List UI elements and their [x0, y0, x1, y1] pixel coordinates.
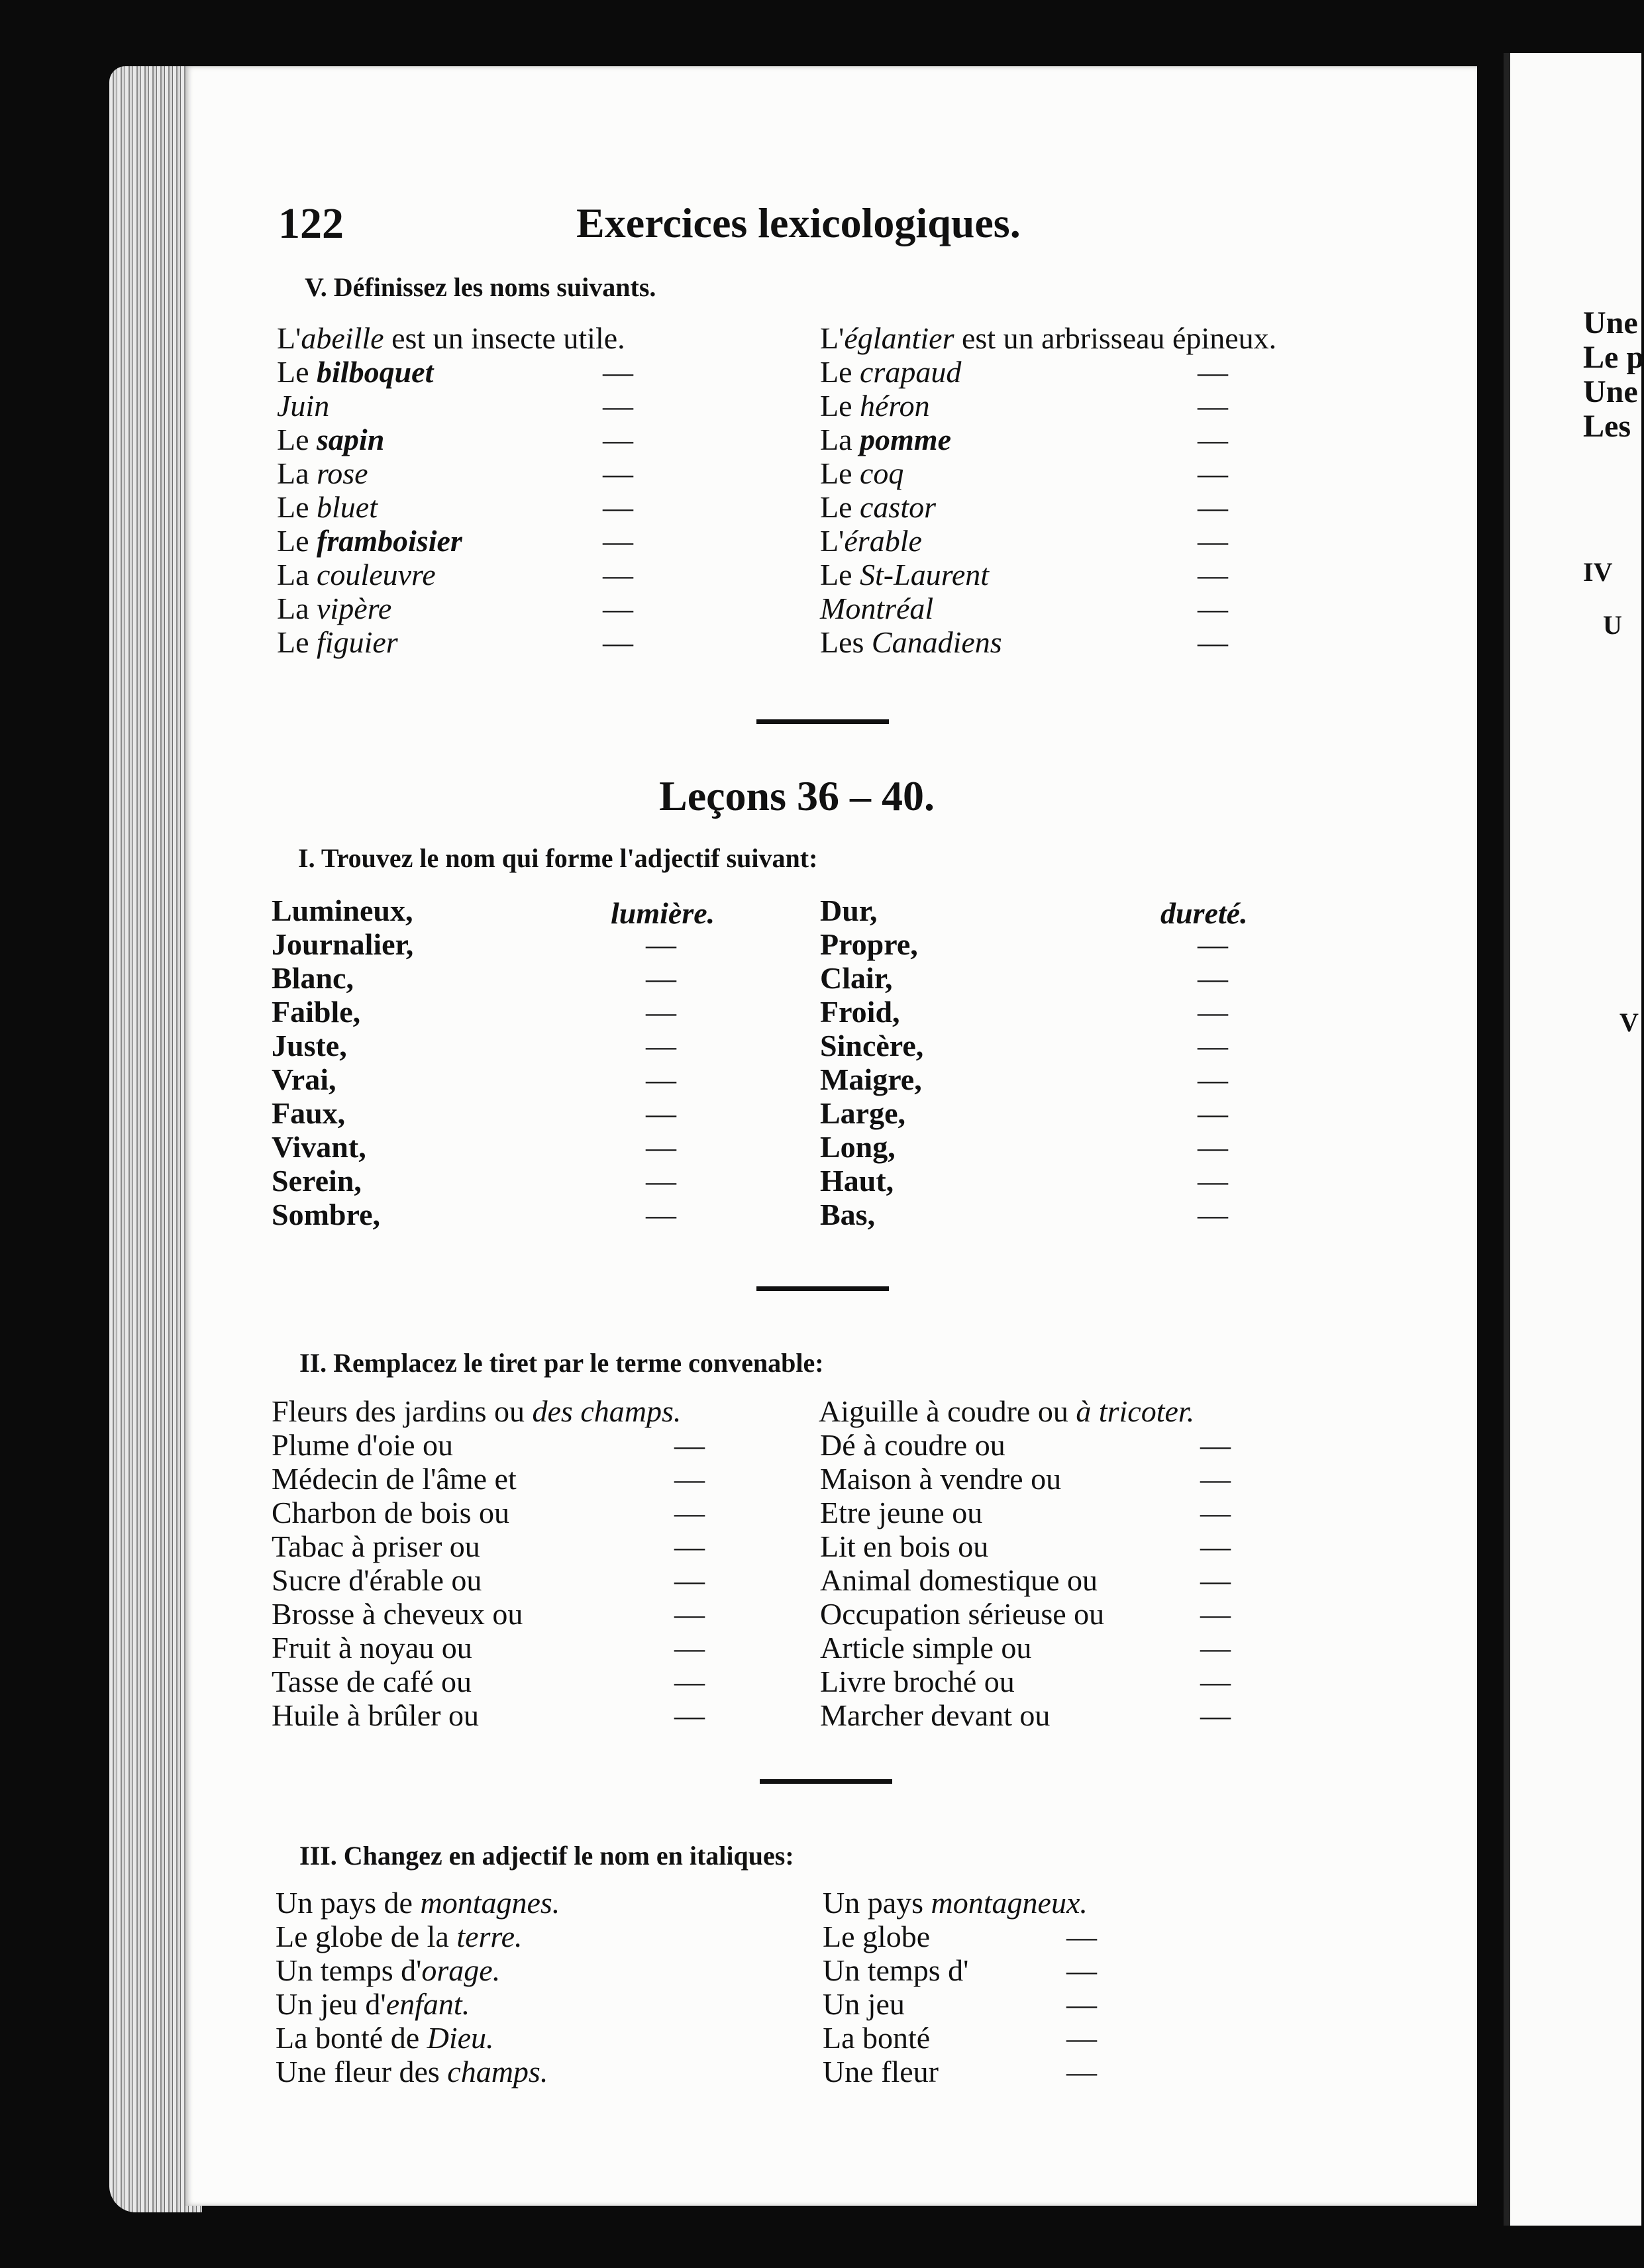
dash-blank: — — [1198, 1096, 1228, 1130]
definition-row — [277, 593, 391, 624]
row-text: La bonté de — [276, 2021, 427, 2055]
section-v-title: V. Définissez les noms suivants. — [305, 272, 656, 302]
row-article: La — [277, 592, 317, 625]
dash-blank: — — [1198, 490, 1228, 524]
definition-row — [277, 526, 462, 556]
transform-row — [276, 1955, 500, 1986]
dash-blank: — — [646, 995, 676, 1029]
dash-blank: — — [603, 625, 633, 659]
row-noun: coq — [860, 456, 904, 490]
fill-row: Charbon de bois ou — [272, 1496, 510, 1529]
dash-blank: — — [1198, 1029, 1228, 1062]
transform-row: Une fleur — [823, 2055, 939, 2088]
dash-blank: — — [1066, 1953, 1097, 1987]
row-text: Fleurs des jardins ou — [272, 1394, 533, 1428]
dash-blank: — — [1200, 1597, 1231, 1631]
dash-blank: — — [1198, 524, 1228, 558]
dash-blank: — — [1200, 1698, 1231, 1732]
dash-blank: — — [1198, 995, 1228, 1029]
row-text: Un jeu d' — [276, 1987, 386, 2021]
adjective-row: Dur, — [820, 894, 878, 927]
dash-blank: — — [1200, 1665, 1231, 1698]
definition-row — [820, 593, 933, 624]
fill-row: Fruit à noyau ou — [272, 1631, 472, 1665]
row-noun: abeille — [301, 321, 384, 355]
fill-row: Article simple ou — [820, 1631, 1032, 1665]
row-text: Aiguille à coudre ou — [819, 1394, 1076, 1428]
dash-blank: — — [674, 1496, 705, 1529]
row-example: des champs. — [532, 1394, 682, 1428]
divider — [760, 1779, 892, 1784]
row-text: Le globe de la — [276, 1920, 457, 1953]
dash-blank: — — [1200, 1496, 1231, 1529]
section-iii-title: III. Changez en adjectif le nom en italiques: — [299, 1841, 794, 1871]
transform-row: Un jeu — [823, 1987, 905, 2021]
facing-page-text: Le p — [1583, 340, 1644, 375]
row-article: L' — [277, 321, 301, 355]
lessons-heading: Leçons 36 – 40. — [659, 772, 935, 819]
dash-blank: — — [1066, 2055, 1097, 2088]
adjective-row: Vrai, — [272, 1062, 336, 1096]
adjective-row: Haut, — [820, 1164, 894, 1198]
adjective-row: Vivant, — [272, 1130, 366, 1164]
dash-blank: — — [1198, 592, 1228, 625]
fill-row: Maison à vendre ou — [820, 1462, 1062, 1496]
definition-row — [277, 323, 625, 354]
row-text: Un pays de — [276, 1886, 421, 1920]
dash-blank: — — [646, 961, 676, 995]
fill-row: Dé à coudre ou — [820, 1428, 1005, 1462]
fill-row: Médecin de l'âme et — [272, 1462, 517, 1496]
facing-page-text: Une — [1583, 374, 1638, 409]
row-noun: érable — [844, 524, 922, 558]
row-noun: montagnes. — [420, 1886, 560, 1920]
definition-row — [820, 458, 903, 489]
adjective-row: Blanc, — [272, 961, 354, 995]
dash-blank: — — [674, 1462, 705, 1496]
dash-blank: — — [1198, 355, 1228, 389]
adjective-row: Long, — [820, 1130, 896, 1164]
row-article: Le — [277, 490, 317, 524]
transform-row — [276, 1922, 523, 1952]
fill-row: Lit en bois ou — [820, 1529, 989, 1563]
dash-blank: — — [646, 1198, 676, 1231]
facing-page-fragment — [1504, 53, 1644, 2226]
dash-blank: — — [674, 1563, 705, 1597]
fill-row: Sucre d'érable ou — [272, 1563, 482, 1597]
dash-blank: — — [646, 927, 676, 961]
dash-blank: — — [603, 558, 633, 592]
row-article: Les — [820, 625, 872, 659]
dash-blank: — — [1198, 625, 1228, 659]
row-noun: enfant. — [385, 1987, 470, 2021]
dash-blank: — — [1198, 1130, 1228, 1164]
dash-blank: — — [1200, 1563, 1231, 1597]
dash-blank: — — [646, 1130, 676, 1164]
row-noun: St-Laurent — [860, 558, 990, 592]
row-article: La — [277, 558, 317, 592]
row-article: Le — [820, 490, 860, 524]
adjective-row: Sombre, — [272, 1198, 380, 1231]
dash-blank: — — [674, 1665, 705, 1698]
dash-blank: — — [1066, 1987, 1097, 2021]
divider — [756, 1286, 889, 1291]
dash-blank: — — [1198, 558, 1228, 592]
fill-row: Brosse à cheveux ou — [272, 1597, 523, 1631]
fill-row: Animal domestique ou — [820, 1563, 1098, 1597]
fill-row: Etre jeune ou — [820, 1496, 983, 1529]
fill-row: Huile à brûler ou — [272, 1698, 479, 1732]
fill-row: Tasse de café ou — [272, 1665, 472, 1698]
transform-row: Un temps d' — [823, 1953, 969, 1987]
fill-row: Marcher devant ou — [820, 1698, 1051, 1732]
dash-blank: — — [603, 456, 633, 490]
transform-row — [276, 2057, 548, 2087]
transform-row — [823, 1888, 1088, 1918]
row-article: L' — [820, 524, 845, 558]
dash-blank: — — [674, 1631, 705, 1665]
dash-blank: — — [646, 1164, 676, 1198]
dash-blank: — — [603, 389, 633, 423]
definition-row — [277, 560, 436, 590]
dash-blank: — — [1200, 1631, 1231, 1665]
definition-row — [277, 627, 398, 658]
page-title: Exercices lexicologiques. — [576, 199, 1021, 246]
definition-row — [820, 627, 1002, 658]
definition-row — [820, 492, 936, 523]
adjective-row: Froid, — [820, 995, 900, 1029]
definition-row — [820, 526, 922, 556]
dash-blank: — — [674, 1529, 705, 1563]
row-text: est un arbrisseau épineux. — [954, 321, 1277, 355]
row-noun: champs. — [447, 2055, 548, 2088]
adjective-row: Bas, — [820, 1198, 876, 1231]
adjective-row: Juste, — [272, 1029, 347, 1062]
adjective-row: Maigre, — [820, 1062, 922, 1096]
row-text: Une fleur des — [276, 2055, 448, 2088]
dash-blank: — — [1066, 1920, 1097, 1953]
row-noun: héron — [860, 389, 930, 423]
dash-blank: — — [603, 355, 633, 389]
row-example: montagneux. — [931, 1886, 1088, 1920]
dash-blank: — — [674, 1698, 705, 1732]
dash-blank: — — [646, 1062, 676, 1096]
dash-blank: — — [1198, 961, 1228, 995]
row-noun: Montréal — [820, 592, 934, 625]
dash-blank: — — [1198, 1062, 1228, 1096]
dash-blank: — — [603, 524, 633, 558]
row-article: Le — [820, 355, 860, 389]
dash-blank: — — [603, 423, 633, 456]
row-noun: terre. — [456, 1920, 523, 1953]
adjective-row: Journalier, — [272, 927, 414, 961]
adjective-row: Faible, — [272, 995, 361, 1029]
row-text: Un pays — [823, 1886, 931, 1920]
row-article: L' — [820, 321, 845, 355]
facing-page-text: IV — [1583, 557, 1613, 587]
dash-blank: — — [1198, 1198, 1228, 1231]
row-text: Un temps d' — [276, 1953, 422, 1987]
example-answer: dureté. — [1160, 896, 1248, 930]
dash-blank: — — [1198, 927, 1228, 961]
adjective-row: Faux, — [272, 1096, 346, 1130]
row-article: Le — [277, 423, 317, 456]
facing-page-text: U — [1603, 610, 1622, 640]
transform-row: Le globe — [823, 1920, 931, 1953]
facing-page-text: Les — [1583, 409, 1631, 444]
row-noun: sapin — [317, 423, 385, 456]
row-noun: pomme — [860, 423, 951, 456]
facing-page-text: V — [1619, 1007, 1639, 1037]
row-noun: crapaud — [860, 355, 962, 389]
fill-row — [272, 1396, 681, 1427]
row-noun: castor — [860, 490, 937, 524]
row-noun: Dieu. — [427, 2021, 494, 2055]
adjective-row: Lumineux, — [272, 894, 413, 927]
dash-blank: — — [1198, 456, 1228, 490]
row-article: Le — [820, 389, 860, 423]
row-noun: orage. — [421, 1953, 501, 1987]
definition-row — [277, 492, 378, 523]
row-noun: Canadiens — [871, 625, 1002, 659]
row-noun: couleuvre — [317, 558, 436, 592]
definition-row — [277, 391, 329, 421]
dash-blank: — — [646, 1029, 676, 1062]
definition-row — [277, 458, 368, 489]
definition-row — [820, 323, 1276, 354]
row-text: est un insecte utile. — [384, 321, 625, 355]
adjective-row: Sincère, — [820, 1029, 924, 1062]
row-article: Le — [277, 524, 317, 558]
row-noun: vipère — [317, 592, 392, 625]
adjective-row: Propre, — [820, 927, 918, 961]
dash-blank: — — [1198, 1164, 1228, 1198]
row-noun: bluet — [317, 490, 378, 524]
dash-blank: — — [674, 1428, 705, 1462]
dash-blank: — — [1200, 1428, 1231, 1462]
section-i-title: I. Trouvez le nom qui forme l'adjectif suivant: — [298, 843, 818, 873]
adjective-row: Large, — [820, 1096, 906, 1130]
row-article: La — [277, 456, 317, 490]
definition-row — [820, 560, 989, 590]
dash-blank: — — [603, 592, 633, 625]
transform-row — [276, 2023, 494, 2053]
transform-row: La bonté — [823, 2021, 931, 2055]
section-ii-title: II. Remplacez le tiret par le terme convenable: — [299, 1348, 824, 1378]
row-article: Le — [820, 456, 860, 490]
fill-row: Plume d'oie ou — [272, 1428, 454, 1462]
adjective-row: Clair, — [820, 961, 893, 995]
dash-blank: — — [603, 490, 633, 524]
dash-blank: — — [1198, 389, 1228, 423]
row-article: Le — [820, 558, 860, 592]
dash-blank: — — [1198, 423, 1228, 456]
transform-row — [276, 1989, 470, 2020]
row-article: Le — [277, 355, 317, 389]
row-noun: Juin — [277, 389, 330, 423]
dash-blank: — — [1066, 2021, 1097, 2055]
definition-row — [277, 425, 384, 455]
transform-row — [276, 1888, 560, 1918]
facing-page-text: Une — [1583, 305, 1638, 340]
fill-row: Livre broché ou — [820, 1665, 1015, 1698]
dash-blank: — — [674, 1597, 705, 1631]
definition-row — [820, 425, 951, 455]
divider — [756, 719, 889, 724]
definition-row — [277, 357, 433, 387]
row-example: à tricoter. — [1076, 1394, 1195, 1428]
definition-row — [820, 391, 930, 421]
row-noun: figuier — [317, 625, 398, 659]
dash-blank: — — [646, 1096, 676, 1130]
dash-blank: — — [1200, 1529, 1231, 1563]
definition-row — [820, 357, 961, 387]
dash-blank: — — [1200, 1462, 1231, 1496]
row-noun: bilboquet — [317, 355, 434, 389]
row-article: Le — [277, 625, 317, 659]
example-answer: lumière. — [611, 896, 715, 930]
fill-row: Tabac à priser ou — [272, 1529, 480, 1563]
row-noun: framboisier — [317, 524, 462, 558]
row-article: La — [820, 423, 860, 456]
row-noun: rose — [317, 456, 368, 490]
fill-row — [819, 1396, 1194, 1427]
page-number: 122 — [278, 199, 344, 248]
adjective-row: Serein, — [272, 1164, 362, 1198]
fill-row: Occupation sérieuse ou — [820, 1597, 1105, 1631]
row-noun: églantier — [844, 321, 954, 355]
